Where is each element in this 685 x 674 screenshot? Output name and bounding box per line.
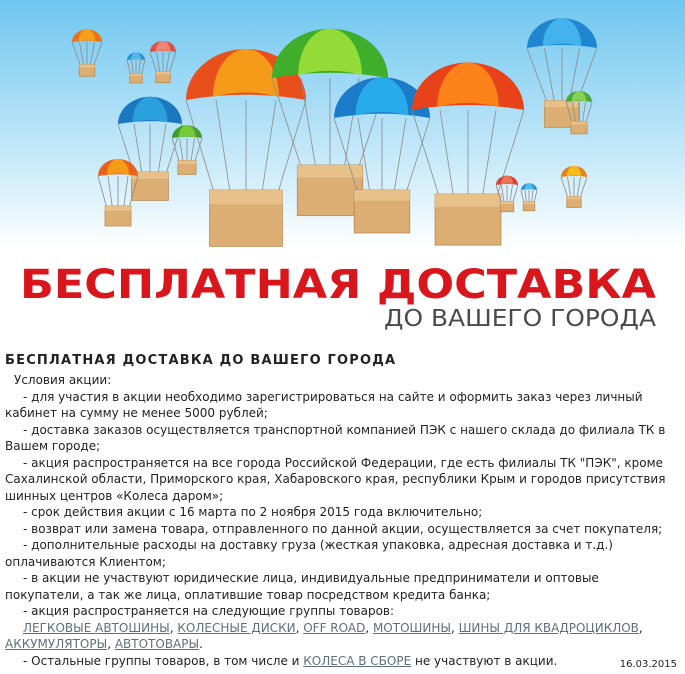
condition-item: - для участия в акции необходимо зарегистрироваться на сайте и оформить заказ через личный кабинет на сумму не менее 5000 рублей;: [5, 389, 643, 420]
condition-item: - доставка заказов осуществляется транспортной компанией ПЭК с нашего склада до филиала ТК в Вашем городе;: [5, 422, 666, 453]
condition-item: - возврат или замена товара, отправленного по данной акции, осуществляется за счет покупателя;: [23, 521, 663, 536]
publish-date: 16.03.2015: [619, 659, 677, 670]
banner-subheadline: ДО ВАШЕГО ГОРОДА: [384, 306, 657, 332]
link-atv-tires[interactable]: ШИНЫ ДЛЯ КВАДРОЦИКЛОВ: [458, 620, 639, 635]
article-title: БЕСПЛАТНАЯ ДОСТАВКА ДО ВАШЕГО ГОРОДА: [5, 353, 397, 368]
condition-item: - срок действия акции с 16 марта по 2 ноября 2015 года включительно;: [23, 505, 483, 519]
condition-item: - акция распространяется на следующие группы товаров:: [23, 604, 395, 618]
product-groups: ЛЕГКОВЫЕ АВТОШИНЫ, КОЛЕСНЫЕ ДИСКИ, OFF ROAD, МОТОШИНЫ, ШИНЫ ДЛЯ КВАДРОЦИКЛОВ, АККУМУЛЯТОРЫ, АВТОТОВАРЫ.: [5, 620, 643, 651]
last-item-text: - Остальные группы товаров, в том числе и: [23, 653, 300, 668]
link-auto-goods[interactable]: АВТОТОВАРЫ: [114, 637, 200, 651]
condition-item: - дополнительные расходы на доставку груза (жесткая упаковка, адресная доставка и т.д.) оплачиваются Клиентом;: [5, 538, 613, 569]
banner-headline: БЕСПЛАТНАЯ ДОСТАВКА: [20, 262, 657, 308]
condition-item: - акция распространяется на все города Российской Федерации, где есть филиалы ТК "ПЭК", кроме Сахалинской области, Приморского края, Хабаровского края, республики Крым и городов присутствия шинных центров «Колеса даром»;: [5, 455, 666, 503]
condition-item-last: [5, 653, 681, 670]
promo-article: [5, 352, 681, 669]
link-batteries[interactable]: АККУМУЛЯТОРЫ: [5, 637, 108, 651]
last-item-text-end: не участвуют в акции.: [415, 653, 558, 668]
link-moto-tires[interactable]: МОТОШИНЫ: [372, 620, 451, 635]
link-off-road[interactable]: OFF ROAD: [303, 620, 366, 635]
link-wheels[interactable]: КОЛЕСНЫЕ ДИСКИ: [177, 620, 296, 635]
condition-item: - в акции не участвуют юридические лица, индивидуальные предприниматели и оптовые покупатели, а так же лица, оплатившие товар посредством кредита банка;: [5, 571, 599, 602]
link-wheel-assembly[interactable]: КОЛЕСА В СБОРЕ: [303, 653, 412, 668]
link-passenger-tires[interactable]: ЛЕГКОВЫЕ АВТОШИНЫ: [23, 620, 170, 635]
conditions-heading: Условия акции:: [14, 373, 112, 387]
